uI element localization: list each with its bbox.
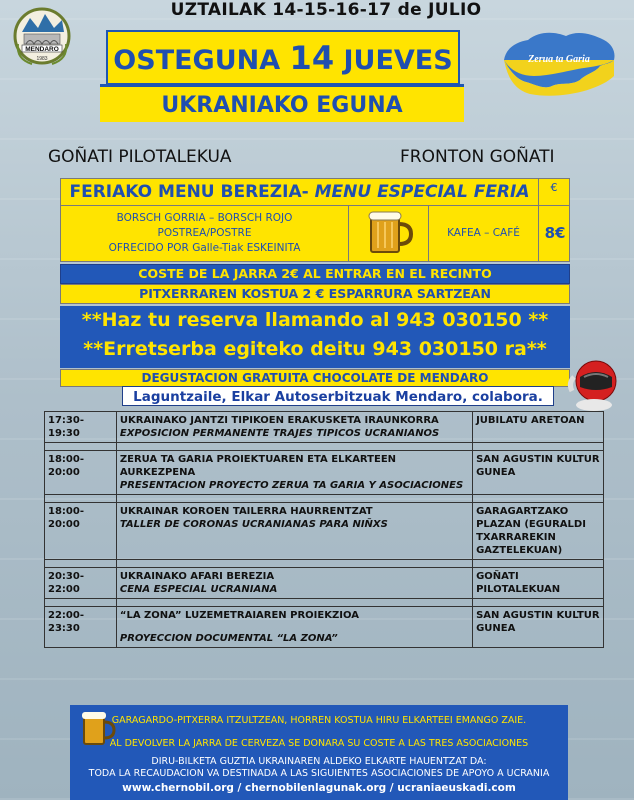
- menu-items: [61, 206, 349, 261]
- menu-item: OFRECIDO POR Galle-Tiak ESKEINITA: [108, 242, 301, 254]
- jarra-cost-spanish: COSTE DE LA JARRA 2€ AL ENTRAR EN EL RECINTO: [60, 264, 570, 284]
- table-row: [45, 607, 604, 648]
- table-row: [45, 503, 604, 560]
- beer-mug-icon: [349, 206, 429, 261]
- title-ukraine-day: UKRANIAKO EGUNA: [100, 84, 464, 122]
- mendaro-logo: [12, 4, 72, 74]
- venue-basque: GOÑATI PILOTALEKUA: [48, 147, 232, 167]
- sponsor-line: Laguntzaile, Elkar Autoserbitzuak Mendaro, colabora.: [122, 386, 554, 406]
- table-row: [45, 451, 604, 495]
- logo-year: 1983: [36, 56, 48, 62]
- schedule-time: 22:00- 23:30: [45, 607, 117, 648]
- menu-header-title: [61, 179, 539, 205]
- schedule-table: [44, 411, 604, 648]
- footer-line-3: DIRU-BILKETA GUZTIA UKRAINAREN ALDEKO ELKARTE HAUENTZAT DA:: [151, 756, 487, 767]
- reservation-basque: **Erretserba egiteko deitu 943 030150 ra**: [83, 338, 547, 360]
- schedule-activity: “LA ZONA” LUZEMETRAIAREN PROIEKZIOA PROYECCION DOCUMENTAL “LA ZONA”: [116, 607, 472, 648]
- footer-line-4: TODA LA RECAUDACION VA DESTINADA A LAS SIGUIENTES ASOCIACIONES DE APOYO A UCRANIA: [88, 768, 550, 779]
- table-row: [45, 412, 604, 443]
- schedule-time: 17:30- 19:30: [45, 412, 117, 443]
- schedule-place: GOÑATI PILOTALEKUAN: [473, 568, 604, 599]
- date-line: UZTAILAK 14-15-16-17 de JULIO: [170, 0, 482, 20]
- mendaro-crest-icon: [12, 4, 72, 74]
- title-day-pre: OSTEGUNA: [113, 45, 290, 76]
- title-day-post: JUEVES: [334, 45, 453, 76]
- menu-body: [60, 206, 570, 262]
- schedule-time: 18:00- 20:00: [45, 451, 117, 495]
- schedule-activity: UKRAINAR KOROEN TAILERRA HAURRENTZAT TALLER DE CORONAS UCRANIANAS PARA NIÑXS: [116, 503, 472, 560]
- menu-euro-symbol: €: [550, 181, 558, 194]
- schedule-time: 20:30- 22:00: [45, 568, 117, 599]
- schedule-place: SAN AGUSTIN KULTUR GUNEA: [473, 607, 604, 648]
- venue-spanish: FRONTON GOÑATI: [400, 147, 555, 167]
- schedule-time: 18:00- 20:00: [45, 503, 117, 560]
- menu-header: [60, 178, 570, 206]
- title-day-banner: [106, 30, 460, 85]
- footer-line-1: GARAGARDO-PITXERRA ITZULTZEAN, HORREN KOSTUA HIRU ELKARTEEI EMANGO ZAIE.: [111, 715, 527, 726]
- jarra-cost-basque: PITXERRAREN KOSTUA 2 € ESPARRURA SARTZEAN: [60, 284, 570, 304]
- footer-links[interactable]: www.chernobil.org / chernobilenlagunak.org / ucraniaeuskadi.com: [122, 782, 516, 794]
- schedule-activity: UKRAINAKO JANTZI TIPIKOEN ERAKUSKETA IRAUNKORRA EXPOSICION PERMANENTE TRAJES TIPICOS UCRANIANOS: [116, 412, 472, 443]
- schedule-place: GARAGARTZAKO PLAZAN (EGURALDI TXARRAREKIN GAZTELEKUAN): [473, 503, 604, 560]
- beer-mug-cell: [349, 206, 429, 261]
- footer-line-2: AL DEVOLVER LA JARRA DE CERVEZA SE DONARA SU COSTE A LAS TRES ASOCIACIONES: [109, 738, 529, 749]
- logo-text: MENDARO: [25, 46, 59, 53]
- chocolate-tasting: DEGUSTACION GRATUITA CHOCOLATE DE MENDARO: [60, 369, 570, 387]
- badge-text: Zerua ta Garia: [528, 54, 590, 65]
- menu-coffee: KAFEA – CAFÉ: [429, 206, 539, 261]
- menu-header-eu: FERIAKO MENU BEREZIA-: [69, 182, 315, 202]
- title-day-number: 14: [289, 39, 335, 77]
- zerua-ta-garia-badge: [500, 20, 618, 100]
- menu-price: 8€: [544, 224, 566, 242]
- menu-header-es: MENU ESPECIAL FERIA: [314, 182, 530, 202]
- ukraine-map-icon: [500, 20, 618, 100]
- reservation-spanish: **Haz tu reserva llamando al 943 030150 **: [81, 309, 549, 331]
- schedule-activity: UKRAINAKO AFARI BEREZIA CENA ESPECIAL UCRANIANA: [116, 568, 472, 599]
- table-row: [45, 568, 604, 599]
- menu-item: POSTREA/POSTRE: [157, 227, 252, 239]
- helmet-figure: [558, 353, 628, 413]
- schedule-activity: ZERUA TA GARIA PROIEKTUAREN ETA ELKARTEEN AURKEZPENA PRESENTACION PROYECTO ZERUA TA GARIA Y ASOCIACIONES: [116, 451, 472, 495]
- schedule-place: JUBILATU ARETOAN: [473, 412, 604, 443]
- schedule-place: SAN AGUSTIN KULTUR GUNEA: [473, 451, 604, 495]
- helmet-mascot-icon: [558, 353, 628, 413]
- menu-item: BORSCH GORRIA – BORSCH ROJO: [116, 212, 293, 224]
